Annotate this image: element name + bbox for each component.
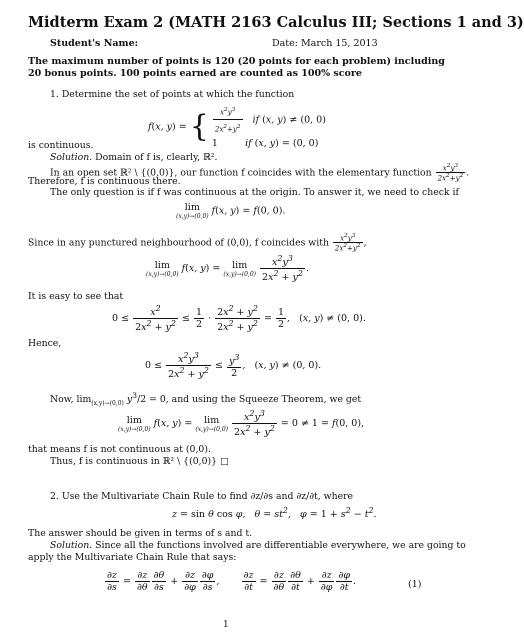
exam-date: Date: March 15, 2013	[272, 38, 378, 49]
therefore-text: Therefore, f is continuous there.	[28, 176, 181, 187]
exam-title: Midterm Exam 2 (MATH 2163 Calculus III; Sections 1 and 3)	[28, 14, 524, 31]
since-line: Since in any punctured neighbourhood of (0,0), f coincides with $\frac{x^2y^3}{2x^2+y^2}$ ,	[28, 233, 367, 253]
limit-equation-3: lim (x,y)→(0,0) f(x, y) = lim (x,y)→(0,0) $\frac{x^2y^3}{2x^2 + y^2}$ = 0 ≠ 1 = f(0, 0),	[118, 409, 365, 439]
page-number: 1	[223, 620, 229, 630]
domain-text: Domain of f is, clearly, ℝ².	[92, 152, 218, 163]
thus-text: Thus, f is continuous in ℝ² \ {(0,0)} □	[50, 456, 229, 467]
inequality-1: 0 ≤ $\frac{x^2}{2x^2 + y^2}$ ≤ $\frac{1}{2}$ · $\frac{2x^2 + y^2}{2x^2 + y^2}$ = $\frac{1}{2}$ , (x, y) ≠ (0, 0).	[112, 304, 366, 334]
question-text: The only question is if f was continuous at the origin. To answer it, we need to check if	[50, 187, 459, 198]
inequality-2: 0 ≤ $\frac{x^2y^3}{2x^2 + y^2}$ ≤ $\frac{y^3}{2}$ , (x, y) ≠ (0, 0).	[145, 351, 322, 381]
since-text: Since in any punctured neighbourhood of (0,0), f coincides with	[28, 237, 329, 249]
chain-functions: z = sin θ cos φ, $\theta = st^2$, $\varphi = 1 + s^2 - t^2$.	[172, 506, 377, 521]
means-text: that means f is not continuous at (0,0).	[28, 444, 211, 455]
continuous-text: is continuous.	[28, 140, 94, 151]
student-name-label: Student's Name:	[50, 38, 139, 49]
solution-1-domain	[50, 152, 218, 163]
open-set-text: In an open set ℝ² \ {(0,0)}, our function f coincides with the elementary function	[50, 167, 432, 179]
limit-equation-2: lim (x,y)→(0,0) f(x, y) = lim (x,y)→(0,0) $\frac{x^2y^3}{2x^2 + y^2}$ .	[146, 254, 309, 284]
open-set-line: In an open set ℝ² \ {(0,0)}, our function f coincides with the elementary function $\frac{x^2y^3}{2x^2+y^2}$ .	[50, 163, 470, 183]
solution-2-line-2: apply the Multivariate Chain Rule that says:	[28, 552, 237, 563]
limit-equation-1: lim (x,y)→(0,0) f(x, y) = f(0, 0).	[176, 202, 286, 220]
equation-number: (1)	[408, 579, 422, 590]
easy-text: It is easy to see that	[28, 291, 124, 302]
answer-text: The answer should be given in terms of s and t.	[28, 528, 253, 539]
problem-2-statement: 2. Use the Multivariate Chain Rule to find ∂z/∂s and ∂z/∂t, where	[50, 491, 354, 502]
problem-1-statement: 1. Determine the set of points at which the function	[50, 89, 295, 100]
function-definition: f(x, y) = { $\frac{x^2y^3}{2x^2+y^2}$ if (x, y) ≠ (0, 0) 1 if (x, y) = (0, 0)	[148, 107, 326, 149]
squeeze-text: = 0, and using the Squeeze Theorem, we get	[149, 394, 362, 406]
hence-text: Hence,	[28, 338, 62, 349]
solution-2-label: Solution.	[50, 540, 93, 551]
squeeze-line: Now, $\lim_{(x,y)\to(0,0)} y^3/2 = 0$, and using the Squeeze Theorem, we get	[50, 391, 362, 407]
solution-label: Solution.	[50, 152, 93, 163]
chain-rule-equation: $\frac{\partial z}{\partial s}$ = $\frac{\partial z}{\partial\theta}$ $\frac{\partial\theta}{\partial s}$ + $\frac{\partial z}{\partial\varphi}$ $\frac{\partial\varphi}{\partial s}$ , $\frac{\partial z}{\partial t}$ = $\frac{\partial z}{\partial\theta}$ $\frac{\partial\theta}{\partial t}$ + $\frac{\partial z}{\partial\varphi}$ $\frac{\partial\varphi}{\partial t}$ .	[107, 570, 357, 593]
elementary-fraction: $\frac{x^2y^3}{2x^2+y^2}$	[437, 163, 464, 183]
solution-2-line: Solution. Since all the functions involved are differentiable everywhere, we are going to	[50, 540, 466, 551]
instructions-line-1: The maximum number of points is 120 (20 points for each problem) including	[28, 56, 445, 67]
instructions-line-2: 20 bonus points. 100 points earned are counted as 100% score	[28, 68, 362, 79]
